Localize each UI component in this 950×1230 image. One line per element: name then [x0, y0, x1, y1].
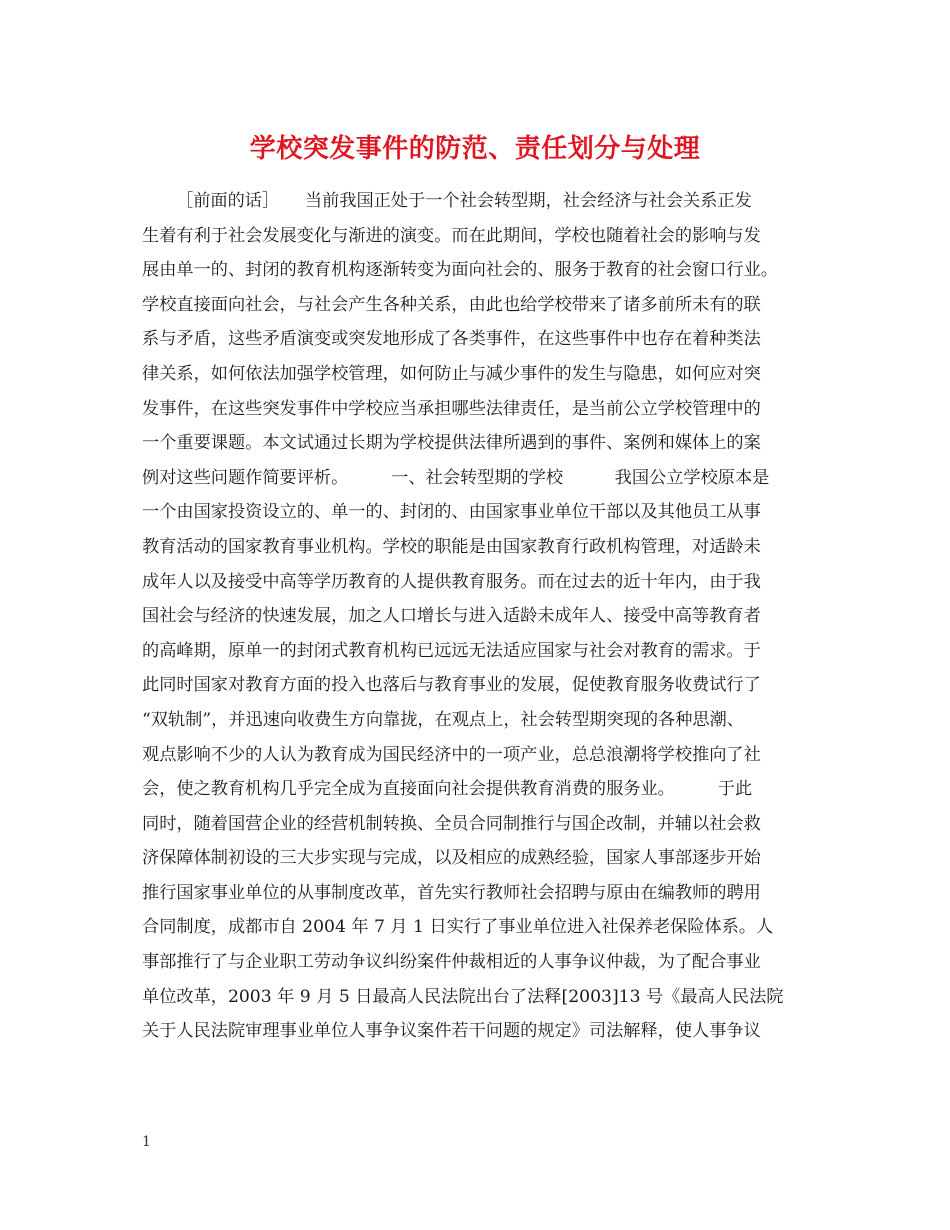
text-line: 观点影响不少的人认为教育成为国民经济中的一项产业，总总浪潮将学校推向了社 — [142, 744, 761, 765]
document-body — [142, 184, 822, 1049]
text-line: 此同时国家对教育方面的投入也落后与教育事业的发展，促使教育服务收费试行了 — [142, 675, 761, 696]
text-line: 成年人以及接受中高等学历教育的人提供教育服务。而在过去的近十年内，由于我 — [142, 571, 761, 592]
document-title: 学校突发事件的防范、责任划分与处理 — [249, 134, 701, 164]
text-line: 生着有利于社会发展变化与渐进的演变。而在此期间，学校也随着社会的影响与发 — [142, 225, 761, 246]
text-line: 会，使之教育机构几乎完全成为直接面向社会提供教育消费的服务业。 于此 — [142, 779, 753, 800]
text-line: 一个由国家投资设立的、单一的、封闭的、由国家事业单位干部以及其他员工从事 — [142, 502, 761, 523]
text-line: 单位改革，2003 年 9 月 5 日最高人民法院出台了法释[2003]13 号《最高人民法院 — [142, 986, 784, 1007]
text-line: “双轨制”，并迅速向收费生方向靠拢，在观点上，社会转型期突现的各种思潮、 — [142, 709, 744, 730]
text-line: 的高峰期，原单一的封闭式教育机构已远远无法适应国家与社会对教育的需求。于 — [142, 640, 761, 661]
text-line: 济保障体制初设的三大步实现与完成，以及相应的成熟经验，国家人事部逐步开始 — [142, 848, 761, 869]
text-line: 学校直接面向社会，与社会产生各种关系，由此也给学校带来了诸多前所未有的联 — [142, 294, 761, 315]
text-line: 系与矛盾，这些矛盾演变或突发地形成了各类事件，在这些事件中也存在着种类法 — [142, 329, 761, 350]
text-line: 例对这些问题作简要评析。 一、社会转型期的学校 我国公立学校原本是 — [142, 467, 770, 488]
text-line: ［前面的话］ 当前我国正处于一个社会转型期，社会经济与社会关系正发 — [176, 191, 752, 211]
text-line: 发事件，在这些突发事件中学校应当承担哪些法律责任，是当前公立学校管理中的 — [142, 398, 761, 419]
text-line: 事部推行了与企业职工劳动争议纠纷案件仲裁相近的人事争议仲裁，为了配合事业 — [142, 952, 761, 973]
text-line: 合同制度，成都市自 2004 年 7 月 1 日实行了事业单位进入社保养老保险体系。人 — [142, 917, 774, 938]
text-line: 展由单一的、封闭的教育机构逐渐转变为面向社会的、服务于教育的社会窗口行业。 — [142, 260, 778, 281]
text-line: 教育活动的国家教育事业机构。学校的职能是由国家教育行政机构管理，对适龄未 — [142, 536, 761, 557]
text-line: 关于人民法院审理事业单位人事争议案件若干问题的规定》司法解释，使人事争议 — [142, 1021, 761, 1042]
text-line: 律关系，如何依法加强学校管理，如何防止与减少事件的发生与隐患，如何应对突 — [142, 363, 761, 384]
text-line: 一个重要课题。本文试通过长期为学校提供法律所遇到的事件、案例和媒体上的案 — [142, 433, 761, 454]
text-line: 推行国家事业单位的从事制度改革，首先实行教师社会招聘与原由在编教师的聘用 — [142, 882, 761, 903]
text-line: 同时，随着国营企业的经营机制转换、全员合同制推行与国企改制，并辅以社会救 — [142, 813, 761, 834]
text-line: 国社会与经济的快速发展，加之人口增长与进入适龄未成年人、接受中高等教育者 — [142, 606, 761, 627]
page-number: 1 — [142, 1134, 151, 1150]
